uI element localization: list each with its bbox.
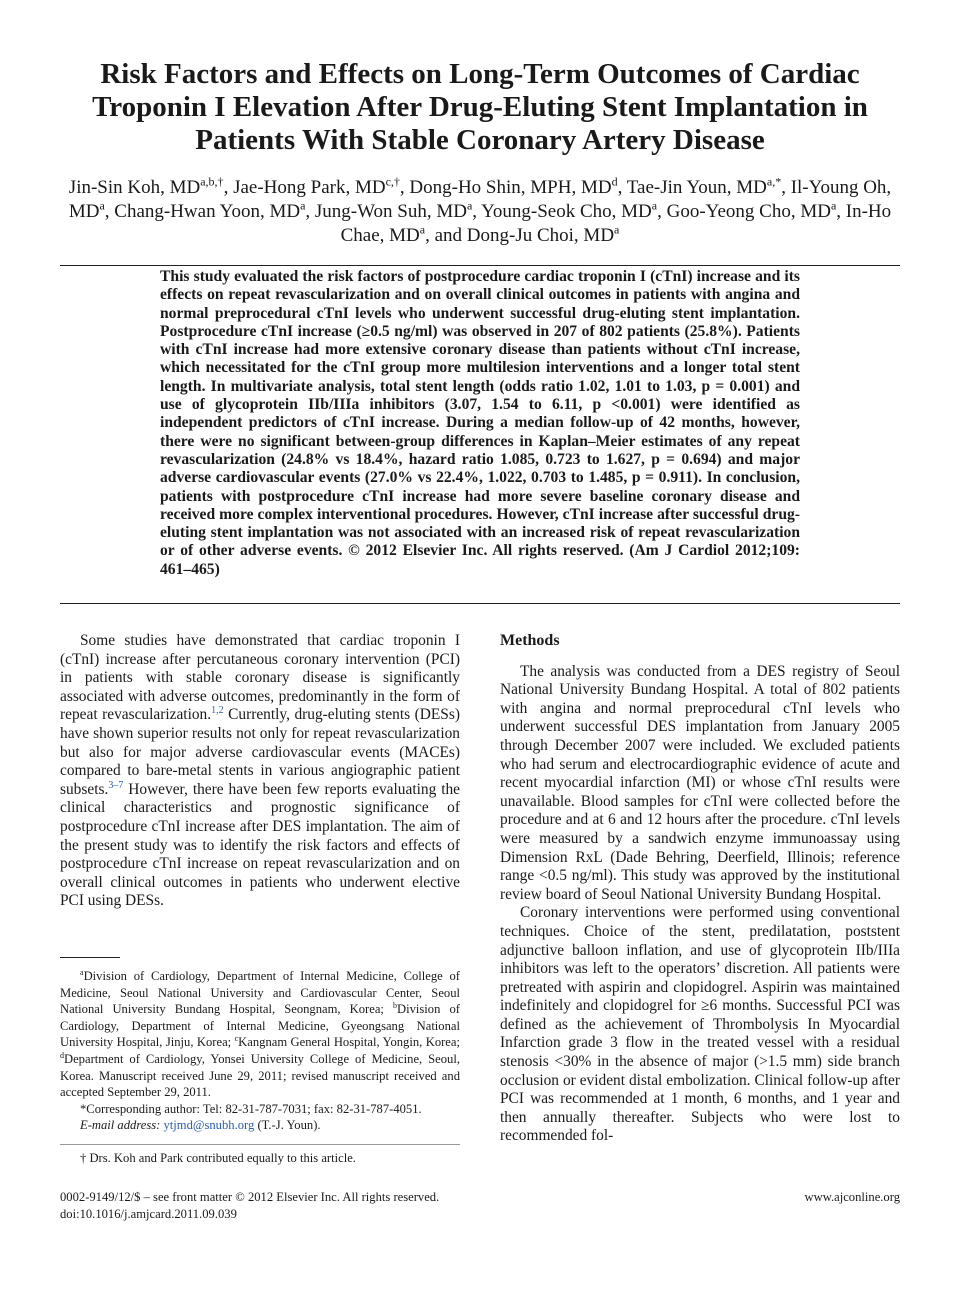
journal-website[interactable]: www.ajconline.org: [804, 1190, 900, 1204]
author-name: In-Ho Chae, MD: [340, 201, 892, 246]
introduction-paragraph: Some studies have demonstrated that cardiac troponin I (cTnI) increase after percutaneous coronary intervention (PCI) in patients with stable coronary disease is significantly associated with adverse outcomes, predominantly in the form of repeat revascularization.$^{1,2}$ Currently, drug-eluting stents (DESs) have shown superior results not only for repeat revascularization but also for major adverse cardiovascular events (MACEs) compared to bare-metal stents in various angiographic patient subsets.$^{3-7}$ However, there have been few reports evaluating the clinical characteristics and prognostic significance of postprocedure cTnI increase after DES implantation. The aim of the present study was to identify the risk factors and effects of postprocedure cTnI increase on repeat revascularization and on overall clinical outcomes in patients who underwent elective PCI using DESs.: [60, 632, 460, 910]
author-affiliation-marker: a,b,†: [200, 174, 224, 189]
author-name: Dong-Ju Choi, MD: [466, 225, 615, 246]
abstract-bottom-rule: [60, 603, 900, 604]
author-affiliation-marker: a: [614, 222, 620, 237]
dagger-divider: [60, 1144, 460, 1145]
author-name: Jin-Sin Koh, MD: [68, 177, 201, 198]
methods-paragraph: The analysis was conducted from a DES registry of Seoul National University Bundang Hospital. A total of 802 patients with angina and normal preprocedural cTnI levels who underwent successful DES implantation from January 2005 through December 2007 were included. We excluded patients who had serum and electrocardiographic evidence of acute and recent myocardial infarction (MI) or whose cTnI results were unavailable. Blood samples for cTnI were collected before the procedure and at 6 and 12 hours after the procedure. cTnI levels were measured by a sandwich enzyme immunoassay using Dimension RxL (Dade Behring, Deerfield, Illinois; reference range <0.5 ng/ml). This study was approved by the institutional review board of Seoul National University Bundang Hospital.: [500, 662, 900, 903]
author-affiliation-marker: a: [830, 198, 837, 213]
left-column: [60, 632, 460, 911]
author-affiliation-marker: a: [99, 198, 105, 213]
author-list: Jin-Sin Koh, $MD^{a,b,\dagger}$, Jae-Hong Park, $MD^{c,\dagger}$, Dong-Ho Shin, MPH, $MD^d$, Tae-Jin Youn, $MD^{a,*}$, Il-Young Oh, $MD^a$, Chang-Hwan Yoon, $MD^a$, Jung-Won Suh, $MD^a$, Young-Seok Cho, $MD^a$, Goo-Yeong Cho, $MD^a$, In-Ho Chae, $MD^a$, and Dong-Ju Choi, $MD^a$: [68, 174, 892, 246]
article-title: Risk Factors and Effects on Long-Term Outcomes of Cardiac Troponin I Elevation After Drug-Eluting Stent Implantation in Patients With Stable Coronary Artery Disease: [92, 58, 868, 156]
author-affiliation-marker: a: [419, 222, 426, 237]
author-name: Tae-Jin Youn, MD: [626, 177, 767, 198]
author-affiliation-marker: a: [466, 198, 473, 213]
methods-paragraph: Coronary interventions were performed using conventional techniques. Choice of the stent, predilatation, poststent adjunctive balloon inflation, and use of glycoprotein IIb/IIIa inhibitors was left to the operators’ discretion. All patients were pretreated with aspirin and clopidogrel. Aspirin was maintained indefinitely and clopidogrel for ≥6 months. Successful PCI was defined as the achievement of Thrombolysis In Myocardial Infarction grade 3 flow in the treated vessel with a residual stenosis <30% in the absence of major (>1.5 mm) side branch occlusion or evident distal embolization. Clinical follow-up after PCI was recommended at 1 month, 6 months, and 1 year and then annually thereafter. Subjects who were lost to recommended fol-: [500, 904, 900, 1145]
email-link[interactable]: ytjmd@snubh.org: [163, 1118, 255, 1133]
abstract-top-rule: [60, 265, 900, 266]
author-name: Chang-Hwan Yoon, MD: [114, 201, 301, 222]
equal-contribution-note: † Drs. Koh and Park contributed equally to this article.: [80, 1151, 356, 1165]
doi-line[interactable]: doi:10.1016/j.amjcard.2011.09.039: [60, 1207, 237, 1221]
author-affiliation-marker: c,†: [385, 174, 400, 189]
citation-link[interactable]: 1,2: [211, 705, 224, 717]
author-affiliation-marker: d: [611, 174, 618, 189]
issn-line: 0002-9149/12/$ – see front matter © 2012 Elsevier Inc. All rights reserved.: [60, 1190, 440, 1204]
author-name: Goo-Yeong Cho, MD: [666, 201, 831, 222]
author-name: Jae-Hong Park, MD: [233, 177, 386, 198]
citation-link[interactable]: 3–7: [108, 779, 124, 791]
author-affiliation-marker: a,*: [766, 174, 782, 189]
author-affiliation-marker: a: [300, 198, 306, 213]
copyright-footer: [60, 1189, 439, 1223]
author-affiliation-marker: a: [651, 198, 658, 213]
abstract: This study evaluated the risk factors of postprocedure cardiac troponin I (cTnI) increase and its effects on repeat revascularization and on overall clinical outcomes in patients with angina and normal preprocedural cTnI levels who underwent successful drug-eluting stent implantation. Postprocedure cTnI increase (≥0.5 ng/ml) was observed in 207 of 802 patients (25.8%). Patients with cTnI increase had more extensive coronary disease than patients without cTnI increase, which necessitated for the cTnI group more multilesion interventions and a longer total stent length. In multivariate analysis, total stent length (odds ratio 1.02, 1.01 to 1.03, p = 0.001) and use of glycoprotein IIb/IIIa inhibitors (3.07, 1.54 to 6.11, p <0.001) were identified as independent predictors of cTnI increase. During a median follow-up of 42 months, however, there were no significant between-group differences in Kaplan–Meier estimates of any repeat revascularization (24.8% vs 18.4%, hazard ratio 1.085, 0.723 to 1.627, p = 0.694) and major adverse cardiovascular events (27.0% vs 22.4%, 1.022, 0.703 to 1.485, p = 0.911). In conclusion, patients with postprocedure cTnI increase had more severe baseline coronary disease and received more complex interventional procedures. However, cTnI increase after successful drug-eluting stent implantation was not associated with an increased risk of repeat revascularization or of other adverse events. © 2012 Elsevier Inc. All rights reserved. (Am J Cardiol 2012;109: 461–465): [160, 268, 800, 578]
methods-heading: Methods: [500, 632, 560, 649]
footnote-divider: [60, 957, 120, 958]
author-name: Dong-Ho Shin, MPH, MD: [409, 177, 612, 198]
email-line: E-mail address: ytjmd@snubh.org (T.-J. Youn).: [80, 1118, 321, 1133]
right-column: [500, 632, 900, 1146]
author-name: Young-Seok Cho, MD: [481, 201, 652, 222]
affiliation-footnotes: [60, 968, 460, 1134]
corresponding-author: *Corresponding author: Tel: 82-31-787-7031; fax: 82-31-787-4051.: [80, 1101, 422, 1116]
author-name: Il-Young Oh, MD: [68, 177, 892, 222]
affiliations: $^a$Division of Cardiology, Department of Internal Medicine, College of Medicine, Seoul National University and Cardiovascular Center, Seoul National University Bundang Hospital, Seongnam, Korea; $^b$Division of Cardiology, Department of Internal Medicine, Gyeongsang National University Hospital, Jinju, Korea; $^c$Kangnam General Hospital, Yongin, Korea; $^d$Department of Cardiology, Yonsei University College of Medicine, Seoul, Korea. Manuscript received June 29, 2011; revised manuscript received and accepted September 29, 2011.: [60, 967, 460, 1100]
author-name: Jung-Won Suh, MD: [314, 201, 467, 222]
